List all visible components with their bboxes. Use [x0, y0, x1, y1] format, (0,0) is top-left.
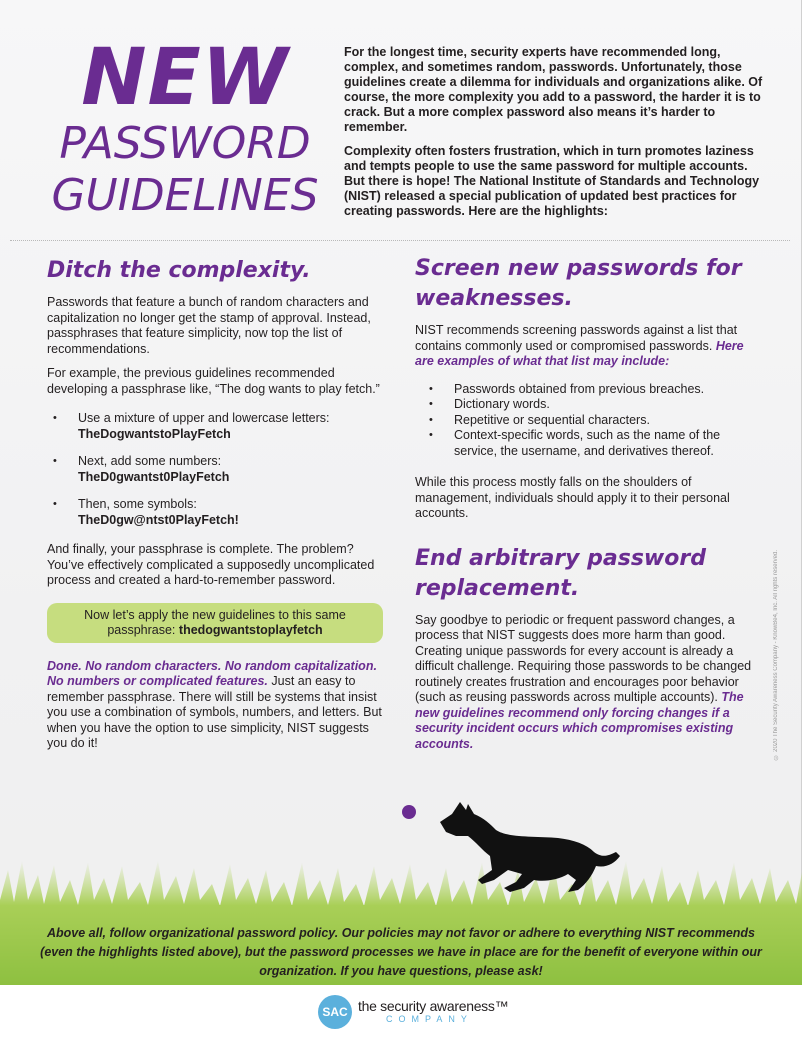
list-item: • Passwords obtained from previous breaches. — [429, 382, 760, 398]
policy-footer-text: Above all, follow organizational password policy. Our policies may not favor or adhere to everything NIST recommends (even the highlights listed above), but the password processes we have in place are for the benefit of everyone within our organization. If you have questions, please ask! — [40, 926, 762, 978]
step-password: TheD0gw@ntst0PlayFetch! — [78, 512, 239, 527]
right-paragraph-1 — [415, 323, 760, 370]
logo-wordmark — [358, 999, 508, 1025]
screening-list — [429, 382, 760, 460]
right-paragraph-2: While this process mostly falls on the shoulders of management, individuals should apply it to their personal accounts. — [415, 475, 730, 520]
list-item: • Context-specific words, such as the name of the service, the username, and derivatives thereof. — [429, 428, 760, 459]
left-paragraph-1: Passwords that feature a bunch of random characters and capitalization no longer get the stamp of approval. Instead, passphrases that feature simplicity, now top the list of recommendations. — [47, 295, 371, 356]
title-line-new: NEW — [81, 33, 289, 123]
copyright-text: © 2020 The Security Awareness Company - KnowBe4, Inc. All rights reserved. — [773, 550, 779, 760]
intro-paragraph-1: For the longest time, security experts have recommended long, complex, and sometimes random, passwords. Unfortunately, those guidelines create a dilemma for individuals and organizations alike. Of course, the more complexity you add to a password, the harder it is to crack. But a more complex password also means it’s harder to remember. — [344, 45, 763, 134]
step-text: Use a mixture of upper and lowercase letters: — [78, 411, 330, 425]
passphrase-callout — [47, 603, 383, 643]
step-text: Then, some symbols: — [78, 497, 197, 511]
page-title — [40, 33, 330, 222]
section-divider — [10, 240, 790, 241]
left-column — [47, 256, 383, 761]
heading-end-replacement: End arbitrary password replacement. — [415, 545, 706, 601]
list-item: • Repetitive or sequential characters. — [429, 413, 760, 429]
passphrase-steps-list — [53, 411, 383, 528]
callout-text: Now let’s apply the new guidelines to this same passphrase: — [84, 607, 346, 637]
title-line-password: PASSWORD — [59, 118, 311, 169]
left-paragraph-2: For example, the previous guidelines recommended developing a passphrase like, “The dog wants to play fetch.” — [47, 366, 380, 396]
step-password: TheDogwantstoPlayFetch — [78, 426, 231, 441]
logo-badge: SAC — [318, 995, 352, 1029]
emphasis-text: Done. No random characters. No random capitalization. No numbers or complicated features. — [47, 658, 377, 688]
step-text: Next, add some numbers: — [78, 454, 222, 468]
intro-paragraph-2: Complexity often fosters frustration, which in turn promotes laziness and tempts people to use the same password for multiple accounts. But there is hope! The National Institute of Standards and Technology (NIST) released a special publication of updated best practices for creating passwords. Here are the highlights: — [344, 144, 760, 218]
logo-sub-text: COMPANY — [386, 1014, 473, 1024]
heading-ditch-complexity: Ditch the complexity. — [47, 258, 311, 283]
right-paragraph-3 — [415, 613, 760, 753]
body-text: NIST recommends screening passwords against a list that contains commonly used or compromised passwords. — [415, 323, 738, 353]
list-item — [53, 454, 383, 485]
title-line-guidelines: GUIDELINES — [51, 170, 319, 221]
list-item — [53, 497, 383, 528]
step-password: TheD0gwantst0PlayFetch — [78, 469, 230, 484]
callout-password: thedogwantstoplayfetch — [178, 622, 323, 637]
list-item: • Dictionary words. — [429, 397, 760, 413]
ball-icon — [402, 805, 416, 819]
company-logo — [318, 995, 508, 1029]
heading-screen-passwords: Screen new passwords for weaknesses. — [415, 256, 742, 311]
emphasis-text: The new guidelines recommend only forcing changes if a security incident occurs which compromises existing accounts. — [415, 690, 744, 751]
left-paragraph-4 — [47, 659, 383, 752]
dog-silhouette-icon — [438, 800, 620, 896]
intro-text — [344, 45, 764, 228]
list-item — [53, 411, 383, 442]
body-text: Just an easy to remember passphrase. There will still be systems that insist you use a combination of symbols, numbers, and letters. But when you have the option to use simplicity, NIST suggests you do it! — [47, 674, 382, 750]
emphasis-text: Here are examples of what that list may include: — [415, 338, 744, 368]
logo-main-text: the security awareness™ — [358, 998, 509, 1014]
right-column — [415, 254, 760, 761]
body-text: Say goodbye to periodic or frequent password changes, a process that NIST suggests does more harm than good. Creating unique passwords for every account is already a difficult challenge. Requiring those passwords to be changed routinely creates frustration and encourages poor behavior (such as reusing passwords across multiple accounts). — [415, 612, 752, 704]
left-paragraph-3: And finally, your passphrase is complete. The problem? You’ve effectively complicated a supposedly uncomplicated process and created a hard-to-remember password. — [47, 542, 375, 587]
